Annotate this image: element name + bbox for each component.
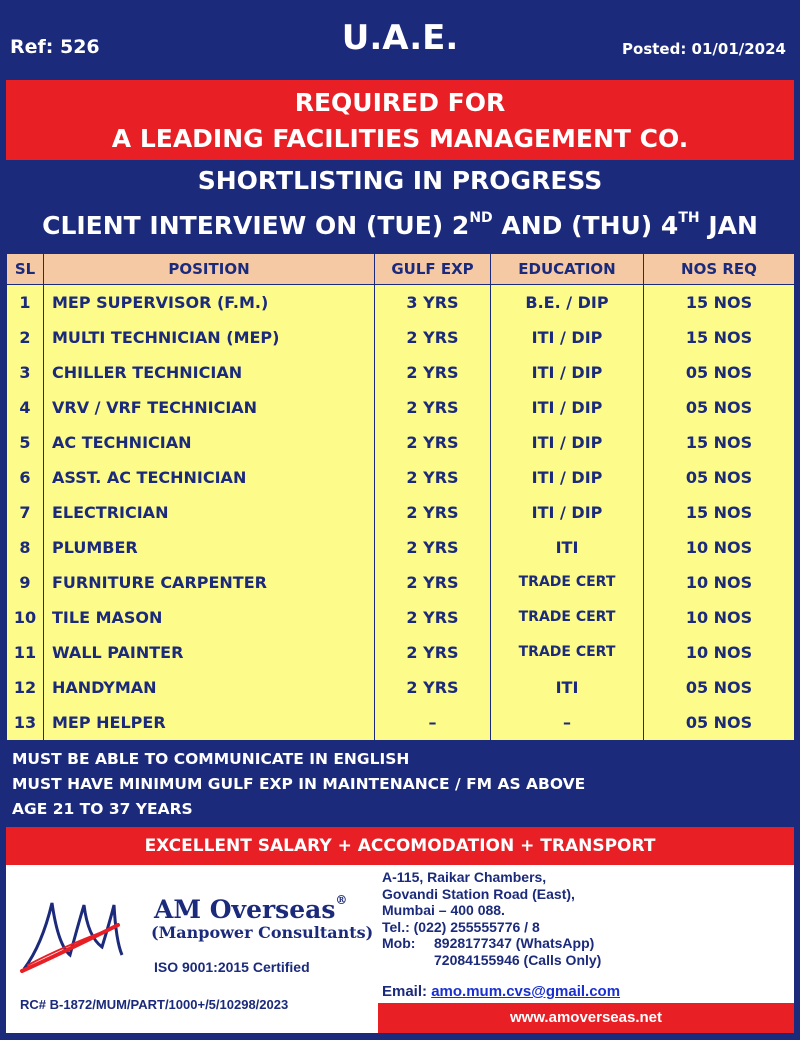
cell-sl: 3: [7, 355, 44, 390]
mobile-label: Mob:: [382, 935, 416, 951]
cell-exp: 2 YRS: [375, 495, 491, 530]
cell-exp: 2 YRS: [375, 390, 491, 425]
table-row: [7, 390, 795, 425]
mobile-whatsapp: 8928177347 (WhatsApp): [434, 935, 595, 951]
website-link[interactable]: www.amoverseas.net: [378, 1003, 794, 1033]
table-row: [7, 320, 795, 355]
cell-sl: 4: [7, 390, 44, 425]
cell-sl: 13: [7, 705, 44, 740]
header-bar: [0, 0, 800, 80]
table-row: [7, 635, 795, 670]
banner-line-2: A LEADING FACILITIES MANAGEMENT CO.: [111, 124, 689, 153]
cell-sl: 5: [7, 425, 44, 460]
cell-nos: 10 NOS: [644, 530, 795, 565]
reference-number: Ref: 526: [10, 36, 100, 58]
cell-education: TRADE CERT: [491, 600, 644, 635]
requirements-notes: [12, 747, 585, 822]
header-gulf-exp: GULF EXP: [375, 254, 491, 285]
registration-number: RC# B-1872/MUM/PART/1000+/5/10298/2023: [20, 997, 289, 1012]
mobile-line-1: [382, 935, 601, 952]
cell-education: ITI: [491, 670, 644, 705]
cell-education: B.E. / DIP: [491, 285, 644, 320]
country-title: U.A.E.: [341, 18, 459, 58]
cell-position: MEP HELPER: [44, 705, 375, 740]
note-english: MUST BE ABLE TO COMMUNICATE IN ENGLISH: [12, 750, 410, 768]
cell-sl: 8: [7, 530, 44, 565]
mobile-calls: 72084155946 (Calls Only): [434, 951, 602, 968]
cell-sl: 12: [7, 670, 44, 705]
interview-suffix: JAN: [699, 211, 758, 240]
registered-mark: ®: [335, 893, 348, 907]
cell-exp: 2 YRS: [375, 565, 491, 600]
table-row: [7, 705, 795, 740]
cell-exp: 2 YRS: [375, 635, 491, 670]
email-label: Email:: [382, 983, 428, 1000]
cell-position: ASST. AC TECHNICIAN: [44, 460, 375, 495]
cell-exp: 2 YRS: [375, 530, 491, 565]
cell-position: CHILLER TECHNICIAN: [44, 355, 375, 390]
cell-position: PLUMBER: [44, 530, 375, 565]
telephone: Tel.: (022) 255555776 / 8: [382, 918, 540, 935]
cell-nos: 05 NOS: [644, 390, 795, 425]
cell-sl: 7: [7, 495, 44, 530]
cell-position: ELECTRICIAN: [44, 495, 375, 530]
cell-education: ITI / DIP: [491, 355, 644, 390]
table-row: [7, 495, 795, 530]
cell-nos: 10 NOS: [644, 600, 795, 635]
cell-nos: 15 NOS: [644, 320, 795, 355]
cell-education: TRADE CERT: [491, 635, 644, 670]
cell-exp: 2 YRS: [375, 460, 491, 495]
cell-sl: 1: [7, 285, 44, 320]
cell-position: TILE MASON: [44, 600, 375, 635]
cell-nos: 10 NOS: [644, 635, 795, 670]
table-row: [7, 355, 795, 390]
cell-education: ITI: [491, 530, 644, 565]
cell-education: ITI / DIP: [491, 390, 644, 425]
company-name-text: AM Overseas: [154, 895, 336, 924]
cell-position: AC TECHNICIAN: [44, 425, 375, 460]
cell-exp: 2 YRS: [375, 670, 491, 705]
requirement-banner: [6, 80, 794, 160]
table-row: [7, 425, 795, 460]
header-nos-req: NOS REQ: [644, 254, 795, 285]
cell-nos: 05 NOS: [644, 460, 795, 495]
cell-nos: 05 NOS: [644, 705, 795, 740]
address-line-2: Govandi Station Road (East),: [382, 885, 575, 902]
cell-position: FURNITURE CARPENTER: [44, 565, 375, 600]
cell-exp: –: [375, 705, 491, 740]
interview-schedule: [0, 210, 800, 240]
table-header-row: [7, 254, 795, 285]
cell-sl: 2: [7, 320, 44, 355]
table-row: [7, 670, 795, 705]
cell-nos: 15 NOS: [644, 425, 795, 460]
cell-exp: 2 YRS: [375, 320, 491, 355]
cell-sl: 10: [7, 600, 44, 635]
company-footer: [6, 865, 794, 1033]
cell-exp: 2 YRS: [375, 425, 491, 460]
cell-education: ITI / DIP: [491, 425, 644, 460]
table-row: [7, 285, 795, 320]
cell-exp: 2 YRS: [375, 600, 491, 635]
header-sl: SL: [7, 254, 44, 285]
header-education: EDUCATION: [491, 254, 644, 285]
posted-date: Posted: 01/01/2024: [622, 40, 786, 58]
table-row: [7, 565, 795, 600]
cell-nos: 10 NOS: [644, 565, 795, 600]
cell-education: TRADE CERT: [491, 565, 644, 600]
cell-exp: 3 YRS: [375, 285, 491, 320]
cell-nos: 05 NOS: [644, 355, 795, 390]
positions-table: [6, 253, 795, 740]
address-line-3: Mumbai – 400 088.: [382, 902, 505, 918]
email-line: [382, 983, 620, 1000]
table-row: [7, 460, 795, 495]
shortlisting-status: SHORTLISTING IN PROGRESS: [197, 166, 603, 195]
address-line-1: A-115, Raikar Chambers,: [382, 869, 547, 885]
company-tagline: (Manpower Consultants): [151, 923, 374, 942]
cell-sl: 6: [7, 460, 44, 495]
cell-nos: 15 NOS: [644, 285, 795, 320]
banner-line-1: REQUIRED FOR: [294, 88, 506, 117]
table-row: [7, 530, 795, 565]
cell-position: HANDYMAN: [44, 670, 375, 705]
interview-prefix: CLIENT INTERVIEW ON (TUE) 2: [42, 211, 470, 240]
cell-position: MEP SUPERVISOR (F.M.): [44, 285, 375, 320]
cell-position: MULTI TECHNICIAN (MEP): [44, 320, 375, 355]
company-name: [154, 893, 347, 924]
cell-education: ITI / DIP: [491, 495, 644, 530]
cell-exp: 2 YRS: [375, 355, 491, 390]
interview-sup-2: TH: [678, 210, 700, 226]
interview-mid: AND (THU) 4: [492, 211, 679, 240]
cell-position: WALL PAINTER: [44, 635, 375, 670]
cell-education: ITI / DIP: [491, 460, 644, 495]
company-address: [382, 869, 601, 968]
header-position: POSITION: [44, 254, 375, 285]
note-age: AGE 21 TO 37 YEARS: [12, 800, 193, 818]
cell-nos: 15 NOS: [644, 495, 795, 530]
iso-certification: ISO 9001:2015 Certified: [154, 959, 310, 975]
benefits-banner: EXCELLENT SALARY + ACCOMODATION + TRANSPORT: [6, 827, 794, 865]
cell-sl: 9: [7, 565, 44, 600]
email-link[interactable]: amo.mum.cvs@gmail.com: [431, 983, 621, 1000]
cell-position: VRV / VRF TECHNICIAN: [44, 390, 375, 425]
cell-education: –: [491, 705, 644, 740]
table-row: [7, 600, 795, 635]
interview-sup-1: ND: [469, 210, 493, 226]
note-gulf-exp: MUST HAVE MINIMUM GULF EXP IN MAINTENANCE / FM AS ABOVE: [12, 775, 586, 793]
cell-education: ITI / DIP: [491, 320, 644, 355]
am-logo-icon: [18, 885, 128, 975]
cell-sl: 11: [7, 635, 44, 670]
cell-nos: 05 NOS: [644, 670, 795, 705]
